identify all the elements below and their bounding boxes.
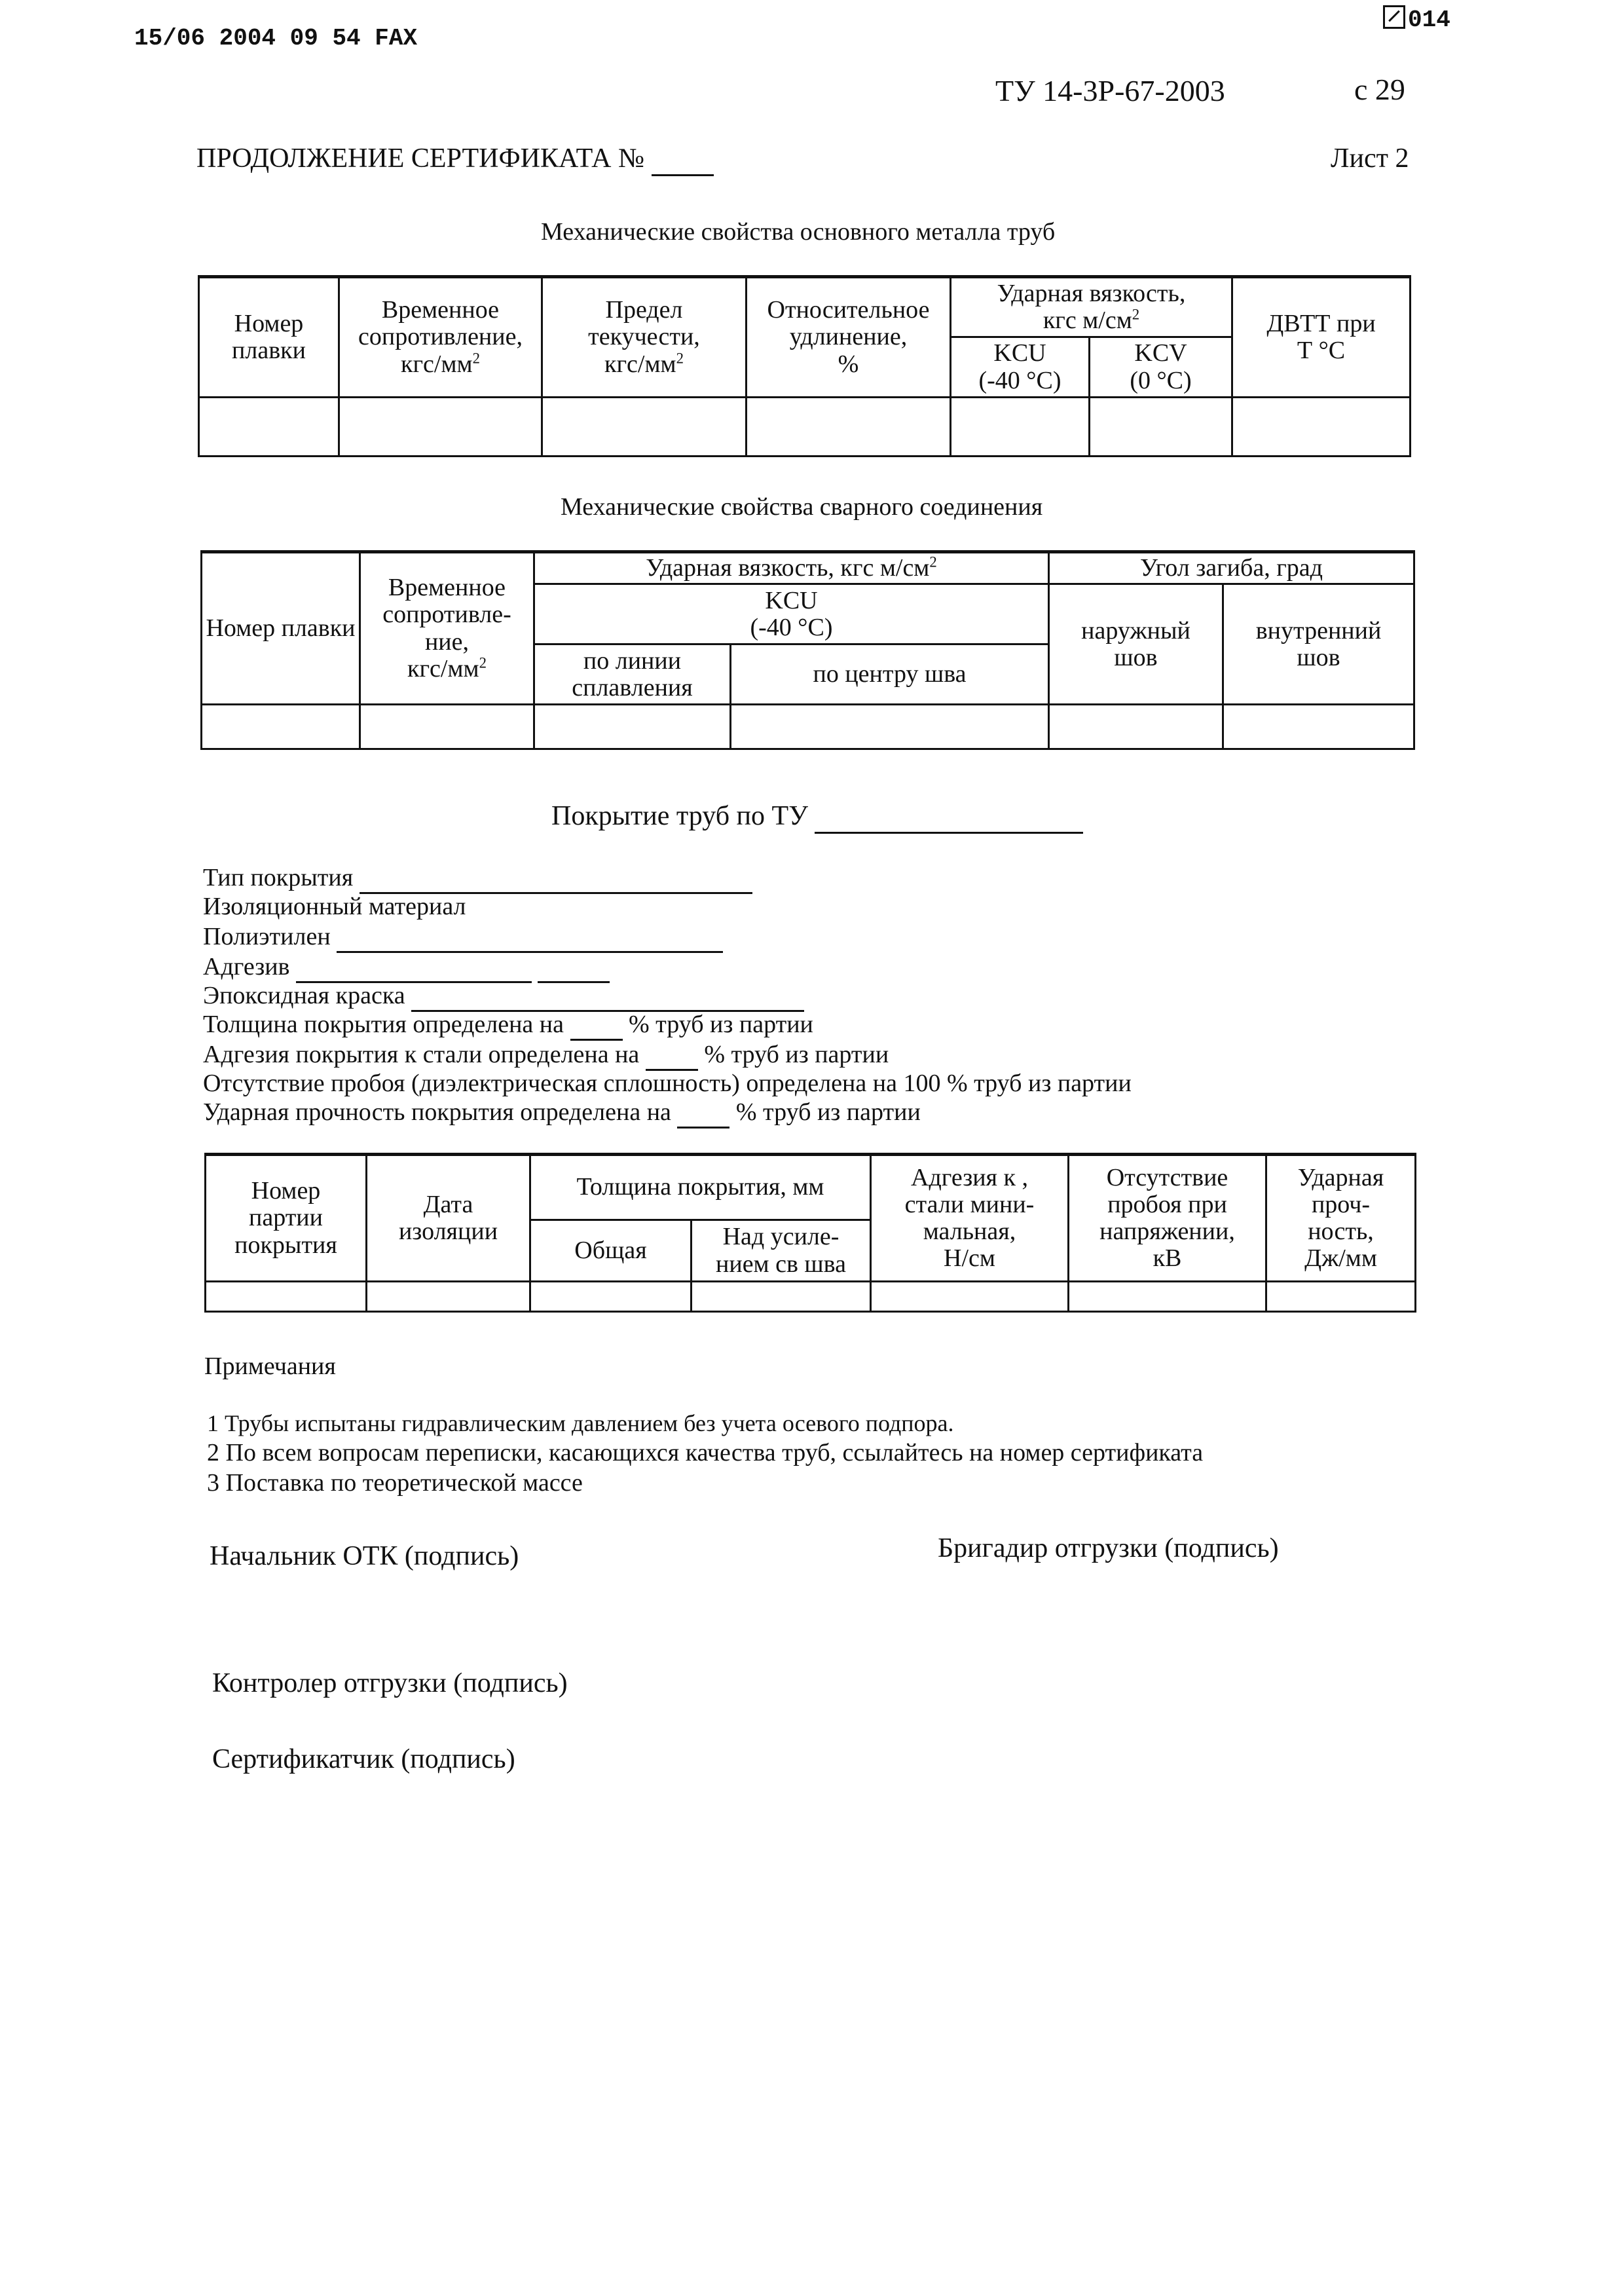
t1-header-kcu: KCU (-40 °C) <box>951 337 1090 398</box>
t3-cell <box>1266 1282 1416 1312</box>
fax-check-icon <box>1383 5 1405 29</box>
signature-otk: Начальник ОТК (подпись) <box>210 1541 519 1571</box>
table2-caption: Механические свойства сварного соединения <box>561 493 1043 521</box>
t2-header-strength: Временное сопротивле- ние, кгс/$мм^2$ <box>360 552 534 705</box>
epoxy-paint-line: Эпоксидная краска <box>203 981 804 1012</box>
t3-header-batch: Номер партии покрытия <box>206 1155 367 1282</box>
notes-title: Примечания <box>204 1353 336 1380</box>
fax-page-value: 014 <box>1408 7 1450 33</box>
t1-header-number: Номер плавки <box>199 277 339 398</box>
adhesive-line: Адгезив <box>203 952 610 983</box>
t1-data-row <box>199 398 1411 457</box>
t3-data-row <box>206 1282 1416 1312</box>
polyethylene-line: Полиэтилен <box>203 922 723 953</box>
t1-cell <box>951 398 1090 457</box>
thickness-determined-line: Толщина покрытия определена на % труб из партии <box>203 1010 813 1041</box>
note-1: 1 Трубы испытаны гидравлическим давлением без учета осевого подпора. <box>207 1410 954 1436</box>
t2-header-kcu: KCU (-40 °C) <box>534 584 1049 644</box>
t3-cell <box>692 1282 871 1312</box>
doc-code: ТУ 14-3Р-67-2003 <box>995 74 1225 107</box>
t2-header-fusion: по линии сплавления <box>534 644 731 705</box>
t1-cell <box>747 398 951 457</box>
coating-type-line: Тип покрытия <box>203 863 752 894</box>
t1-cell <box>1232 398 1411 457</box>
t3-cell <box>367 1282 530 1312</box>
doc-title-text: ПРОДОЛЖЕНИЕ СЕРТИФИКАТА № <box>196 143 645 174</box>
base-metal-properties-table <box>198 275 1411 457</box>
fax-header-timestamp: 15/06 2004 09 54 FAX <box>134 25 418 52</box>
dielectric-line: Отсутствие пробоя (диэлектрическая сплошность) определена на 100 % труб из партии <box>203 1070 1132 1097</box>
doc-page-label: с 29 <box>1354 73 1405 106</box>
t1-header-strength: Временное сопротивление, кгс/$мм^2$ <box>339 277 542 398</box>
impact-determined-line: Ударная прочность покрытия определена на % труб из партии <box>203 1098 921 1129</box>
weld-properties-table <box>200 550 1415 750</box>
t1-header-elongation: Относительное удлинение, % <box>747 277 951 398</box>
t2-cell <box>1049 705 1223 749</box>
doc-title <box>196 143 714 176</box>
certificate-number-line <box>652 143 714 176</box>
insulation-material-line: Изоляционный материал <box>203 893 466 920</box>
t2-header-number: Номер плавки <box>202 552 360 705</box>
t1-header-kcv: KCV (0 °C) <box>1090 337 1232 398</box>
fax-page-number <box>1383 5 1450 33</box>
t3-header-date: Дата изоляции <box>367 1155 530 1282</box>
t2-header-impact: Ударная вязкость, кгс $м/см^2$ <box>534 552 1049 584</box>
t1-header-yield: Предел текучести, кгс/$мм^2$ <box>542 277 747 398</box>
t1-cell <box>339 398 542 457</box>
t3-header-thickness: Толщина покрытия, мм <box>530 1155 871 1220</box>
t2-header-bend: Угол загиба, град <box>1049 552 1414 584</box>
t1-cell <box>542 398 747 457</box>
t2-header-outer: наружный шов <box>1049 584 1223 705</box>
note-3: 3 Поставка по теоретической массе <box>207 1469 583 1497</box>
note-2: 2 По всем вопросам переписки, касающихся качества труб, ссылайтесь на номер сертификата <box>207 1439 1204 1466</box>
signature-controller: Контролер отгрузки (подпись) <box>212 1668 568 1698</box>
t2-cell <box>360 705 534 749</box>
t2-cell <box>202 705 360 749</box>
t2-cell <box>534 705 731 749</box>
t3-header-breakdown: Отсутствие пробоя при напряжении, кВ <box>1069 1155 1266 1282</box>
t3-header-over-weld: Над усиле- нием св шва <box>692 1220 871 1282</box>
t3-header-impact: Ударная проч- ность, Дж/мм <box>1266 1155 1416 1282</box>
table1-caption: Механические свойства основного металла труб <box>541 218 1056 246</box>
t3-header-total: Общая <box>530 1220 692 1282</box>
t1-cell <box>1090 398 1232 457</box>
t3-cell <box>871 1282 1069 1312</box>
t1-cell <box>199 398 339 457</box>
signature-certifier: Сертификатчик (подпись) <box>212 1744 515 1774</box>
t3-cell <box>530 1282 692 1312</box>
t3-cell <box>1069 1282 1266 1312</box>
sheet-label: Лист 2 <box>1331 143 1409 174</box>
t3-cell <box>206 1282 367 1312</box>
signature-brigadir: Бригадир отгрузки (подпись) <box>938 1533 1279 1563</box>
t2-header-inner: внутренний шов <box>1223 584 1414 705</box>
coating-tu-line <box>815 800 1083 834</box>
coating-heading: Покрытие труб по ТУ <box>551 800 1083 834</box>
t3-header-adhesion: Адгезия к , стали мини- мальная, Н/см <box>871 1155 1069 1282</box>
t2-cell <box>1223 705 1414 749</box>
t1-header-dvtt: ДВТТ при Т °С <box>1232 277 1411 398</box>
adhesion-determined-line: Адгезия покрытия к стали определена на % труб из партии <box>203 1040 889 1071</box>
coating-test-table <box>204 1153 1416 1313</box>
t2-data-row <box>202 705 1414 749</box>
t1-header-impact: Ударная вязкость, кгс $м/см^2$ <box>951 277 1232 337</box>
t2-header-center: по центру шва <box>731 644 1049 705</box>
t2-cell <box>731 705 1049 749</box>
